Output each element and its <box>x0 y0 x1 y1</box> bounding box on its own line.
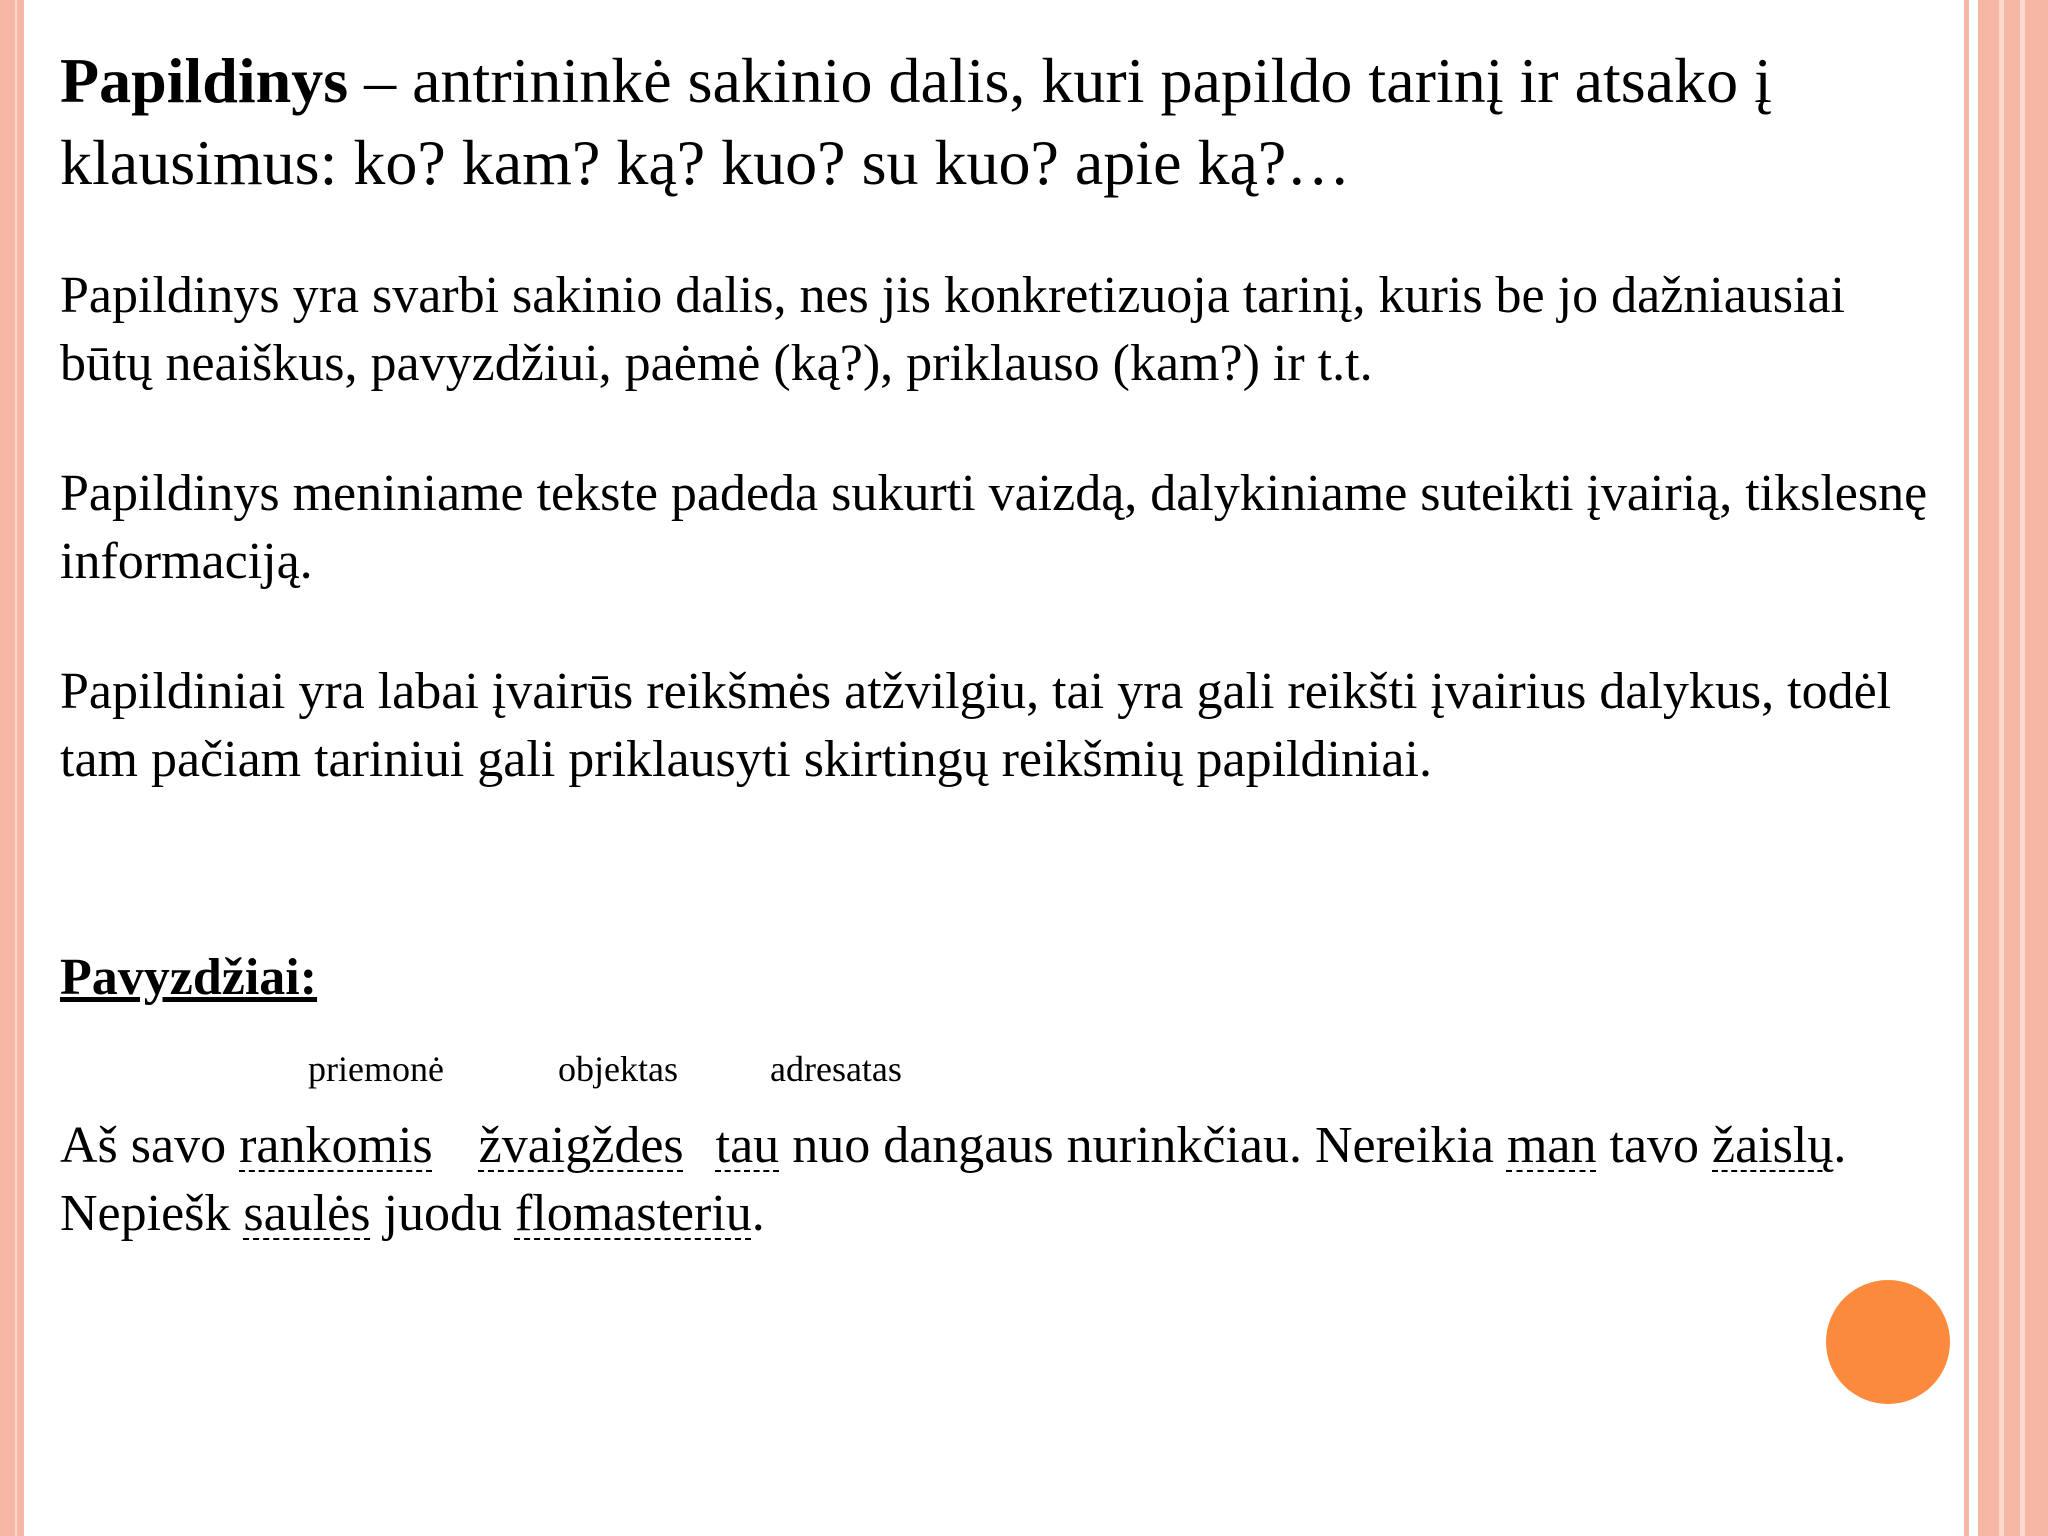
slide-border-right <box>1978 0 2048 1536</box>
definition-text: – antrininkė sakinio dalis, kuri papildo tarinį ir atsako į klausimus: ko? kam? ką? kuo? su kuo? apie ką?… <box>60 45 1772 198</box>
slide-border-left-line <box>15 0 17 1536</box>
object-word-man: man <box>1506 1117 1597 1174</box>
object-word-saules: saulės <box>243 1185 371 1242</box>
example-text-segment: Aš savo <box>60 1117 240 1174</box>
role-label-priemone: priemonė <box>308 1049 444 1089</box>
example-text-segment: . <box>751 1185 765 1242</box>
object-word-flomasteriu: flomasteriu <box>514 1185 752 1242</box>
role-label-objektas: objektas <box>558 1049 678 1089</box>
slide-border-right-stripe <box>1964 0 1969 1536</box>
example-role-labels <box>0 1044 2048 1094</box>
examples-heading: Pavyzdžiai: <box>60 949 318 1006</box>
decorative-circle <box>1826 1280 1950 1404</box>
object-word-rankomis: rankomis <box>239 1117 433 1174</box>
role-label-adresatas: adresatas <box>770 1049 902 1089</box>
slide-border-right-line <box>2020 0 2025 1536</box>
object-word-zvaigzdes: žvaigždes <box>478 1117 684 1174</box>
example-text-segment: juodu <box>370 1185 515 1242</box>
definition-paragraph <box>60 40 1940 204</box>
object-word-tau: tau <box>715 1117 780 1174</box>
object-word-zaislu: žaislų <box>1712 1117 1834 1174</box>
slide-border-right-line <box>1999 0 2004 1536</box>
definition-term: Papildinys <box>60 45 349 116</box>
paragraph-usage: Papildinys meniniame tekste padeda sukurti vaizdą, dalykiniame suteikti įvairią, tikslesnę informaciją. <box>60 465 1928 590</box>
paragraph-importance: Papildinys yra svarbi sakinio dalis, nes jis konkretizuoja tarinį, kuris be jo dažniausiai būtų neaiškus, pavyzdžiui, paėmė (ką?), priklauso (kam?) ir t.t. <box>60 267 1845 392</box>
example-text-segment: tavo <box>1596 1117 1713 1174</box>
example-sentence <box>60 1112 1940 1248</box>
slide-border-left <box>0 0 24 1536</box>
paragraph-meanings: Papildiniai yra labai įvairūs reikšmės atžvilgiu, tai yra gali reikšti įvairius dalykus, todėl tam pačiam tariniui gali priklausyti skirtingų reikšmių papildiniai. <box>60 663 1892 788</box>
example-text-segment: nuo dangaus nurinkčiau. Nereikia <box>779 1117 1507 1174</box>
example-text-segment: . Nepiešk <box>60 1117 1847 1242</box>
slide-content <box>60 40 1940 794</box>
